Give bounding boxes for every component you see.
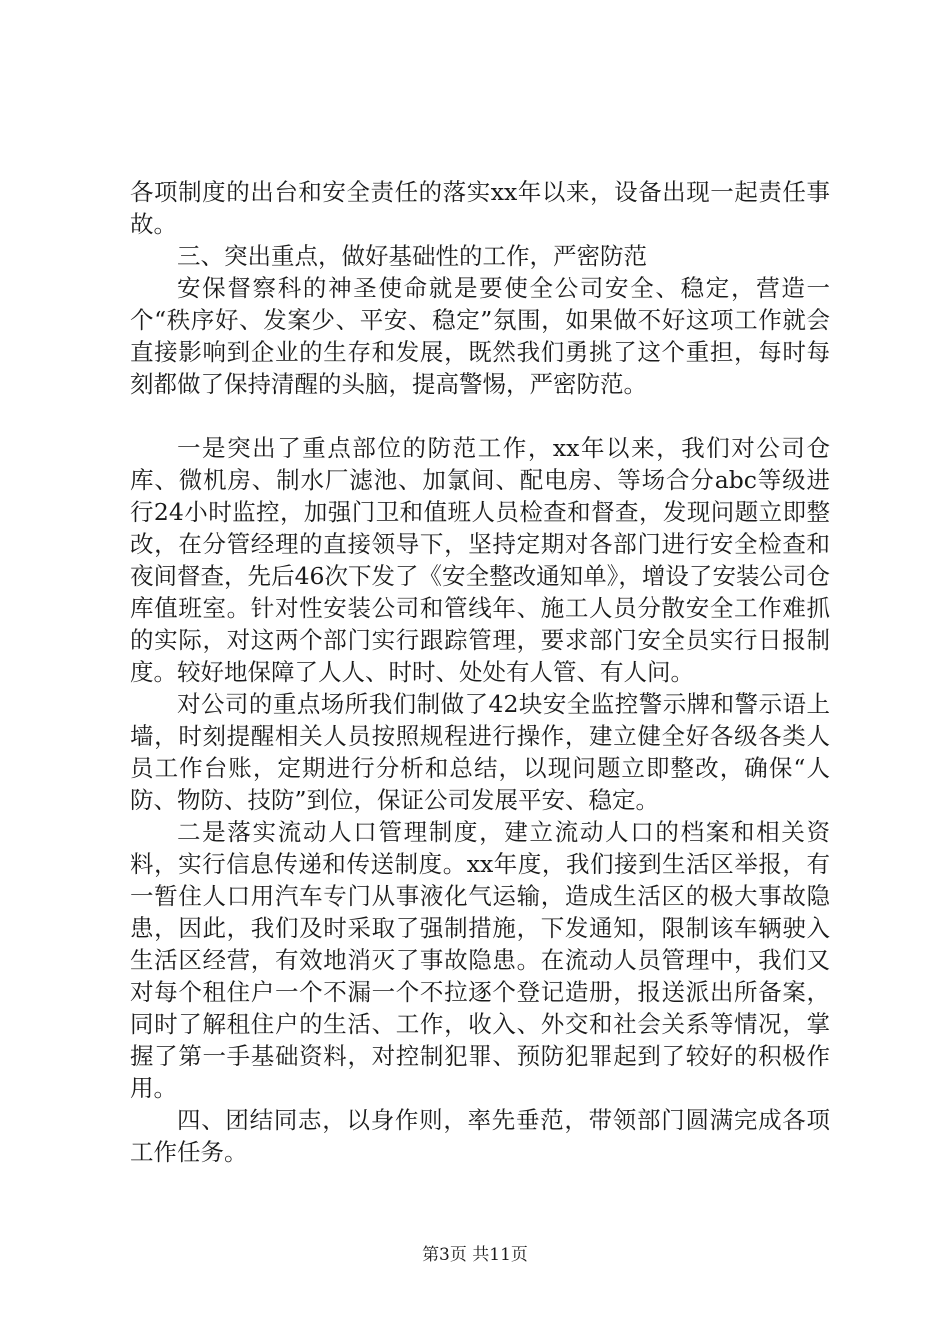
paragraph-mission: 安保督察科的神圣使命就是要使全公司安全、稳定，营造一个“秩序好、发案少、平安、稳定”氛围，如果做不好这项工作就会直接影响到企业的生存和发展，既然我们勇挑了这个重担，每时每刻都做了保持清醒的头脑，提高警惕，严密防范。 (130, 274, 830, 398)
paragraph-floating-population: 二是落实流动人口管理制度，建立流动人口的档案和相关资料，实行信息传递和传送制度。xx年度，我们接到生活区举报，有一暂住人口用汽车专门从事液化气运输，造成生活区的极大事故隐患，因此，我们及时采取了强制措施，下发通知，限制该车辆驶入生活区经营，有效地消灭了事故隐患。在流动人员管理中，我们又对每个租住户一个不漏一个不拉逐个登记造册，报送派出所备案，同时了解租住户的生活、工作，收入、外交和社会关系等情况，掌握了第一手基础资料，对控制犯罪、预防犯罪起到了较好的积极作用。 (130, 818, 830, 1102)
section-heading-4: 四、团结同志，以身作则，率先垂范，带领部门圆满完成各项工作任务。 (130, 1106, 830, 1166)
section-heading-3: 三、突出重点，做好基础性的工作，严密防范 (177, 242, 647, 270)
paragraph-continuation: 各项制度的出台和安全责任的落实xx年以来，设备出现一起责任事故。 (130, 178, 830, 238)
document-body (130, 176, 830, 1168)
paragraph-warning-signs: 对公司的重点场所我们制做了42块安全监控警示牌和警示语上墙，时刻提醒相关人员按照规程进行操作，建立健全好各级各类人员工作台账，定期进行分析和总结，以现问题立即整改，确保“人防、物防、技防”到位，保证公司发展平安、稳定。 (130, 690, 830, 814)
page-footer: 第3页 共11页 (422, 1245, 528, 1265)
paragraph-key-areas: 一是突出了重点部位的防范工作，xx年以来，我们对公司仓库、微机房、制水厂滤池、加氯间、配电房、等场合分abc等级进行24小时监控，加强门卫和值班人员检查和督查，发现问题立即整改，在分管经理的直接领导下，坚持定期对各部门进行安全检查和夜间督查，先后46次下发了《安全整改通知单》，增设了安装公司仓库值班室。针对性安装公司和管线年、施工人员分散安全工作难抓的实际，对这两个部门实行跟踪管理，要求部门安全员实行日报制度。较好地保障了人人、时时、处处有人管、有人问。 (130, 434, 830, 686)
